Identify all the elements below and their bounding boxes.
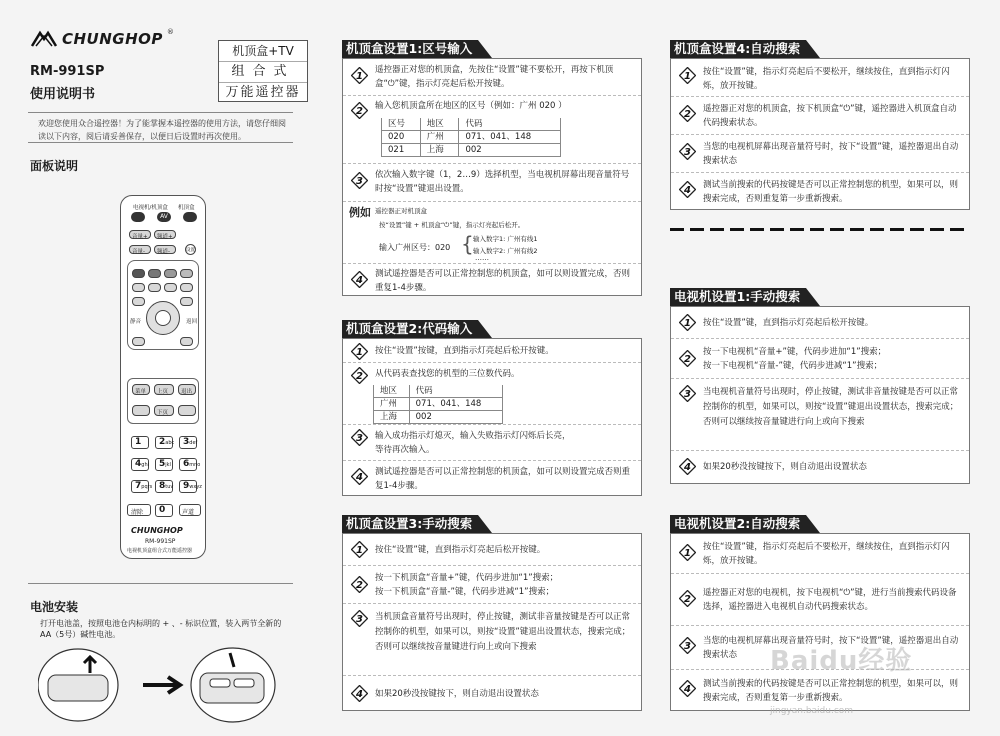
logo-mark-icon: [30, 30, 58, 48]
table-cell: 地区: [374, 385, 410, 398]
svg-text:3: 3: [684, 147, 691, 158]
number-key-5: 5jkl: [155, 458, 173, 471]
func-key: [164, 283, 177, 292]
product-title-box: [218, 40, 308, 102]
svg-text:1: 1: [356, 545, 363, 556]
clear-key: 清除: [127, 504, 151, 516]
func-key: [132, 405, 150, 416]
number-key-3: 3def: [179, 436, 197, 449]
step-text: 按住“设置”键，指示灯亮起后不要松开，继续按住，直到指示灯闪烁，放开按键。: [703, 67, 950, 91]
step-4-icon: [679, 680, 696, 697]
vol-ch-area: [127, 378, 199, 424]
step-3-icon: [351, 429, 368, 446]
svg-text:3: 3: [684, 389, 691, 400]
step-3-icon: [351, 172, 368, 189]
stb-power-icon: [183, 212, 197, 222]
tv1-title: 电视机设置1:手动搜索: [670, 288, 806, 306]
step-1-icon: [351, 343, 368, 360]
table-cell: 上海: [420, 144, 459, 157]
svg-text:1: 1: [356, 71, 363, 82]
func-key: [180, 297, 193, 306]
stb2-step-3: [343, 425, 641, 461]
example-label: 例如: [349, 206, 371, 219]
func-key: [178, 405, 196, 416]
step-1-icon: [679, 314, 696, 331]
step-2-icon: [351, 367, 368, 384]
stb1-step-1: [343, 59, 641, 96]
stb4-step-4: [671, 173, 969, 211]
stb4-step-3: [671, 135, 969, 173]
tv2-step-2: [671, 574, 969, 626]
table-cell: 代码: [459, 118, 561, 131]
step-text: 按一下机顶盒“音量-”键，代码步进减“1”搜索；: [375, 587, 555, 597]
table-row: [374, 385, 503, 398]
stb1-title: 机顶盒设置1:区号输入: [342, 40, 478, 58]
stb4-title: 机顶盒设置4:自动搜索: [670, 40, 806, 58]
battery-text: 打开电池盖，按照电池仓内标明的 + 、- 标识位置，装入两节全新的AA（5号）碱性电池。: [40, 619, 282, 639]
step-text: 按住“设置”按键，直到指示灯亮起后松开按键。: [375, 346, 554, 356]
step-text: 测试遥控器是否可以正常控制您的机顶盒，如可以则设置完成，否则重复1-4步骤。: [375, 269, 631, 293]
func-key: [180, 337, 193, 346]
divider: [28, 583, 293, 584]
stb1-code-table: [381, 118, 561, 157]
table-row: [382, 144, 561, 157]
step-2-icon: [679, 350, 696, 367]
dashed-separator: [670, 228, 970, 231]
example-line-1: 按“设置”键 + 机顶盒“⏻”键，指示灯亮起后松开。: [379, 221, 525, 229]
page-down-key: 下页: [154, 405, 174, 416]
step-text: 从代码表查找您的机型的三位数代码。: [375, 369, 520, 379]
color-key-red: [132, 269, 145, 278]
stb1-step-3: [343, 164, 641, 202]
svg-text:2: 2: [684, 594, 691, 605]
svg-text:4: 4: [684, 462, 691, 473]
step-1-icon: [351, 67, 368, 84]
stb1-step-2: [343, 96, 641, 164]
step-text: 输入您机顶盒所在地区的区号（例如：广州 020 ）: [375, 101, 567, 111]
stb3-step-3: [343, 604, 641, 676]
stb3-step-2: [343, 566, 641, 604]
step-text: 输入成功指示灯熄灭，输入失败指示灯闪烁后长亮，: [375, 431, 571, 441]
battery-heading: 电池安装: [30, 600, 79, 614]
step-4-icon: [351, 685, 368, 702]
step-1-icon: [679, 544, 696, 561]
svg-text:3: 3: [684, 641, 691, 652]
svg-text:3: 3: [356, 614, 363, 625]
nav-area: [127, 260, 199, 350]
step-text: 遥控器正对您的电视机，按下电视机“⏻”键，进行当前搜索代码设备选择，遥控器进入电视机自动代码搜索状态。: [703, 588, 957, 612]
vol-minus-key: 音量-: [129, 245, 151, 254]
step-text: 按一下电视机“音量+”键，代码步进加“1”搜索；: [703, 347, 887, 357]
tv1-step-4: [671, 451, 969, 485]
table-cell: 广州: [420, 131, 459, 144]
step-text: 依次输入数字键（1，2…9）选择机型，当电视机屏幕出现音量符号时按“设置”键退出设置。: [375, 170, 630, 194]
stb2-step-1: [343, 339, 641, 363]
step-text: 测试当前搜索的代码按键是否可以正常控制您的机型，如果可以，则搜索完成，否则重复第一步重新搜索。: [703, 180, 959, 204]
baidu-watermark: Baidu经验: [770, 646, 913, 676]
stb3-panel: [342, 533, 642, 711]
table-row: [382, 118, 561, 131]
svg-text:1: 1: [684, 318, 691, 329]
step-text: 按一下电视机“音量-”键，代码步进减“1”搜索；: [703, 361, 883, 371]
tv1-step-3: [671, 379, 969, 451]
table-cell: 代码: [409, 385, 502, 398]
step-text: 如果20秒没按键按下，则自动退出设置状态: [703, 462, 867, 472]
sound-key: 声道: [179, 504, 201, 516]
stb3-title: 机顶盒设置3:手动搜索: [342, 515, 478, 533]
av-button: AV: [157, 212, 171, 222]
table-row: [374, 398, 503, 411]
table-cell: 002: [459, 144, 561, 157]
logo-text: CHUNGHOP: [62, 30, 163, 48]
stb4-step-2: [671, 97, 969, 135]
table-cell: 上海: [374, 411, 410, 424]
example-input-2: 输入数字2: 广州有线2: [473, 247, 538, 255]
menu-key: 菜单: [132, 384, 150, 395]
stb2-code-table: [373, 385, 503, 424]
title-line-3: 万能遥控器: [225, 85, 301, 100]
remote-bottom-sub: 电视机顶盒组合式万能遥控器: [127, 548, 193, 554]
step-3-icon: [679, 637, 696, 654]
func-key: [180, 283, 193, 292]
number-key-7: 7pqrs: [131, 480, 149, 493]
manual-title: 使用说明书: [30, 87, 96, 102]
stb1-example: [343, 202, 641, 264]
step-text: 当机顶盒音量符号出现时，停止按键，测试非音量按键是否可以正常控制你的机型，如果可以，则按“设置”键退出设置状态，搜索完成；否则可以继续按音量键进行向上或向下搜索: [375, 612, 631, 652]
ok-key: [155, 310, 171, 326]
step-2-icon: [351, 102, 368, 119]
example-line-0: 遥控器正对机顶盒: [375, 207, 427, 215]
example-line-2: 输入广州区号：020: [379, 243, 451, 252]
svg-text:1: 1: [356, 347, 363, 358]
svg-text:4: 4: [356, 472, 363, 483]
step-text: 测试遥控器是否可以正常控制您的机顶盒，如可以则设置完成否则重复1-4步骤。: [375, 467, 631, 491]
color-key-yellow: [164, 269, 177, 278]
baidu-watermark-url: jingyan.baidu.com: [770, 706, 854, 716]
step-4-icon: [351, 271, 368, 288]
color-key-green: [148, 269, 161, 278]
step-text: 按住“设置”键，指示灯亮起后不要松开，继续按住，直到指示灯闪烁，放开按键。: [703, 542, 950, 566]
svg-text:2: 2: [356, 371, 363, 382]
stb2-step-2: [343, 363, 641, 425]
number-key-4: 4ghi: [131, 458, 149, 471]
table-row: [374, 411, 503, 424]
ch-plus-key: 频道+: [154, 230, 176, 239]
svg-text:4: 4: [356, 275, 363, 286]
mute-label: 静音: [130, 319, 142, 325]
step-text: 如果20秒没按键按下，则自动退出设置状态: [375, 689, 539, 699]
table-cell: 地区: [420, 118, 459, 131]
stb2-panel: [342, 338, 642, 496]
brace-icon: {: [461, 232, 474, 256]
svg-text:4: 4: [356, 689, 363, 700]
tv2-title: 电视机设置2:自动搜索: [670, 515, 806, 533]
title-line-1: 机顶盒+TV: [232, 44, 294, 58]
number-key-9: 9wxyz: [179, 480, 197, 493]
number-key-8: 8tuv: [155, 480, 173, 493]
set-key: 设置: [185, 244, 196, 255]
panel-section-heading: 面板说明: [30, 159, 79, 173]
intro-text: 欢迎您使用众合遥控器！为了能掌握本遥控器的使用方法，请您仔细阅读以下内容，阅后请妥善保存，以便日后设置时再次使用。: [38, 119, 286, 141]
tv1-panel: [670, 306, 970, 484]
step-text: 当电视机音量符号出现时，停止按键，测试非音量按键是否可以正常控制你的机型，如果可以，则按“设置”键退出设置状态，搜索完成；否则可以继续按音量键进行向上或向下搜索: [703, 387, 959, 427]
example-dots: ……: [475, 254, 489, 262]
svg-text:3: 3: [356, 176, 363, 187]
remote-illustration: [120, 195, 206, 559]
vol-plus-key: 音量+: [129, 230, 151, 239]
remote-bottom-model: RM-991SP: [145, 538, 176, 545]
divider: [28, 142, 293, 143]
stb4-panel: [670, 58, 970, 210]
table-cell: 广州: [374, 398, 410, 411]
step-text: 遥控器正对您的机顶盒，先按住“设置”键不要松开，再按下机顶盒“⏻”键，指示灯亮起后松开按键。: [375, 65, 614, 89]
remote-label-stb: 机顶盒: [178, 205, 195, 211]
func-key: [132, 297, 145, 306]
stb2-step-4: [343, 461, 641, 497]
remote-bottom-logo: CHUNGHOP: [131, 526, 183, 535]
number-key-6: 6mno: [179, 458, 197, 471]
table-cell: 071、041、148: [459, 131, 561, 144]
tv1-step-2: [671, 339, 969, 379]
step-2-icon: [679, 590, 696, 607]
svg-text:3: 3: [356, 433, 363, 444]
svg-text:2: 2: [684, 354, 691, 365]
remote-label-tv-stb: 电视机/机顶盒: [133, 205, 168, 211]
svg-text:2: 2: [356, 580, 363, 591]
step-text: 测试当前搜索的代码按键是否可以正常控制您的机型，如果可以，则搜索完成，否则重复第一步重新搜索。: [703, 679, 959, 703]
exit-key: 退出: [178, 384, 196, 395]
step-text: 按住“设置”键，直到指示灯亮起后松开按键。: [375, 545, 546, 555]
step-text: 按住“设置”键，直到指示灯亮起后松开按键。: [703, 318, 874, 328]
step-text: 按一下机顶盒“音量+”键，代码步进加“1”搜索；: [375, 573, 559, 583]
step-text: 当您的电视机屏幕出现音量符号时，按下“设置”键，遥控器退出自动搜索状态: [703, 142, 959, 166]
svg-text:4: 4: [684, 185, 691, 196]
step-1-icon: [351, 541, 368, 558]
tv2-panel: [670, 533, 970, 711]
table-cell: 021: [382, 144, 421, 157]
title-line-2: 组合式: [219, 61, 307, 83]
tv1-step-1: [671, 307, 969, 339]
stb3-step-4: [343, 676, 641, 712]
stb1-panel: [342, 58, 642, 296]
stb2-title: 机顶盒设置2:代码输入: [342, 320, 478, 338]
number-key-2: 2abc: [155, 436, 173, 449]
step-3-icon: [351, 610, 368, 627]
svg-text:1: 1: [684, 71, 691, 82]
func-key: [132, 283, 145, 292]
step-text: 当您的电视机屏幕出现音量符号时，按下“设置”键，遥控器退出自动搜索状态: [703, 636, 959, 660]
ch-minus-key: 频道-: [154, 245, 176, 254]
model-number: RM-991SP: [30, 64, 105, 79]
step-4-icon: [679, 458, 696, 475]
svg-text:2: 2: [356, 106, 363, 117]
table-cell: 020: [382, 131, 421, 144]
step-text: 遥控器正对您的机顶盒，按下机顶盒“⏻”键，遥控器进入机顶盒自动代码搜索状态。: [703, 104, 957, 128]
func-key: [132, 337, 145, 346]
step-text: 等待再次输入。: [375, 445, 435, 455]
svg-text:4: 4: [684, 684, 691, 695]
table-row: [382, 131, 561, 144]
tv2-step-1: [671, 534, 969, 574]
table-cell: 区号: [382, 118, 421, 131]
step-2-icon: [351, 576, 368, 593]
example-input-1: 输入数字1: 广州有线1: [473, 235, 538, 243]
tv-power-icon: [131, 212, 145, 222]
zero-key: 0: [155, 504, 173, 517]
stb3-step-1: [343, 534, 641, 566]
battery-install-illustration: [38, 645, 278, 730]
page-up-key: 上页: [154, 384, 174, 395]
color-key-blue: [180, 269, 193, 278]
stb1-step-4: [343, 264, 641, 297]
func-key: [148, 283, 161, 292]
table-cell: 071、041、148: [409, 398, 502, 411]
step-4-icon: [351, 468, 368, 485]
step-2-icon: [679, 105, 696, 122]
step-4-icon: [679, 181, 696, 198]
number-key-1: 1: [131, 436, 149, 449]
stb4-step-1: [671, 59, 969, 97]
step-3-icon: [679, 385, 696, 402]
step-1-icon: [679, 67, 696, 84]
step-3-icon: [679, 143, 696, 160]
table-cell: 002: [409, 411, 502, 424]
svg-text:1: 1: [684, 548, 691, 559]
brand-logo: [30, 30, 174, 48]
svg-text:2: 2: [684, 109, 691, 120]
back-label: 返回: [186, 319, 198, 325]
registered-mark: ®: [166, 28, 174, 36]
divider: [28, 112, 293, 113]
